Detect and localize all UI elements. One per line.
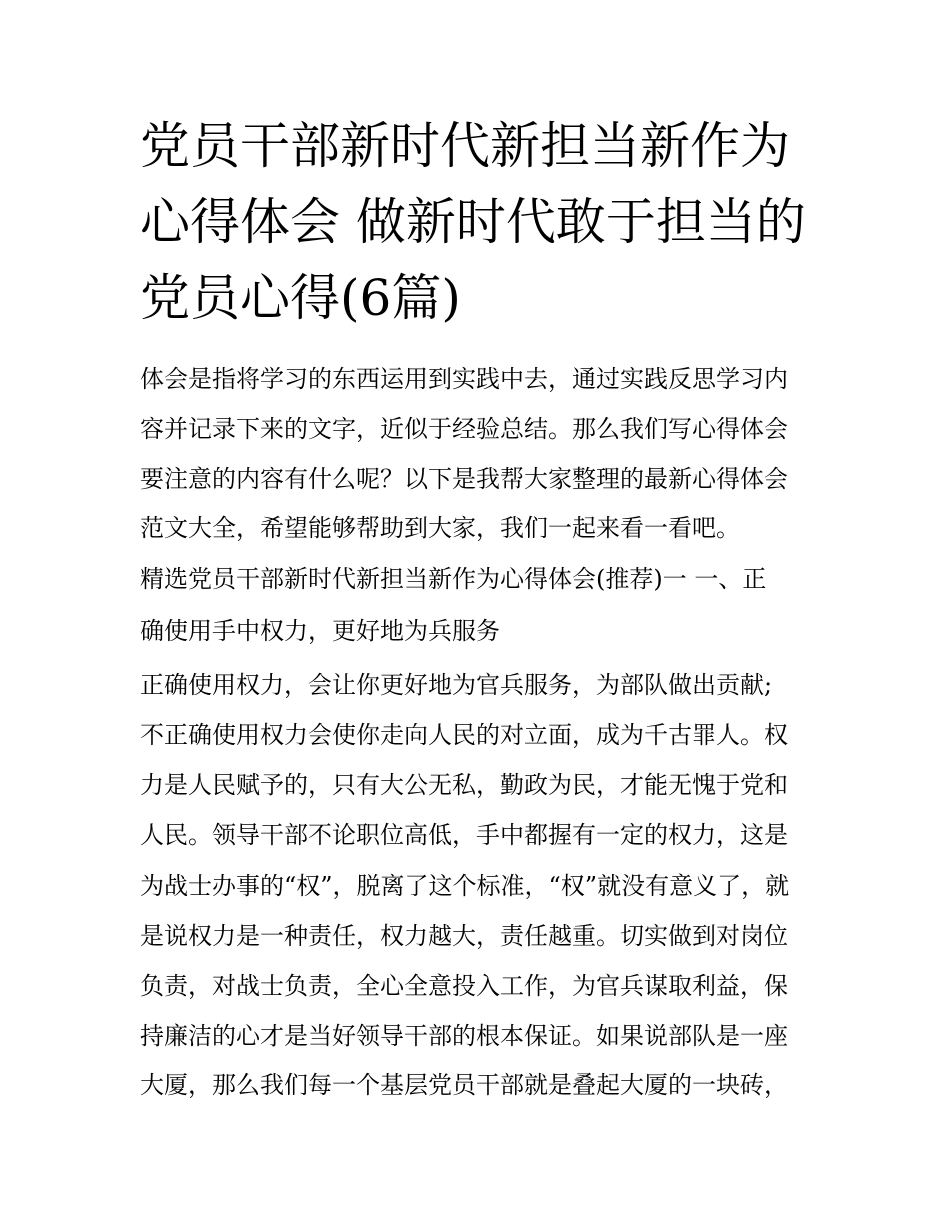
body-line: 要注意的内容有什么呢？以下是我帮大家整理的最新心得体会 — [140, 465, 788, 493]
body-line: 为战士办事的“权”，脱离了这个标准，“权”就没有意义了，就 — [140, 872, 790, 900]
body-line: 容并记录下来的文字，近似于经验总结。那么我们写心得体会 — [140, 415, 788, 443]
body-line: 是说权力是一种责任，权力越大，责任越重。切实做到对岗位 — [140, 922, 788, 950]
body-line: 负责，对战士负责，全心全意投入工作，为官兵谋取利益，保 — [140, 972, 788, 1000]
body-line: 大厦，那么我们每一个基层党员干部就是叠起大厦的一块砖， — [140, 1071, 788, 1099]
body-line: 范文大全，希望能够帮助到大家，我们一起来看一看吧。 — [140, 514, 740, 542]
body-line: 力是人民赋予的，只有大公无私，勤政为民，才能无愧于党和 — [140, 771, 788, 799]
section-heading-line: 精选党员干部新时代新担当新作为心得体会(推荐)一 一、正 — [140, 565, 767, 593]
body-line: 正确使用权力，会让你更好地为官兵服务，为部队做出贡献; — [140, 671, 773, 699]
body-line: 持廉洁的心才是当好领导干部的根本保证。如果说部队是一座 — [140, 1022, 788, 1050]
section-heading-line: 确使用手中权力，更好地为兵服务 — [140, 617, 500, 645]
body-line: 不正确使用权力会使你走向人民的对立面，成为千古罪人。权 — [140, 721, 788, 749]
document-title: 党员干部新时代新担当新作为心得体会 做新时代敢于担当的党员心得(6篇) — [140, 117, 806, 327]
body-line: 人民。领导干部不论职位高低，手中都握有一定的权力，这是 — [140, 821, 788, 849]
body-line: 体会是指将学习的东西运用到实践中去，通过实践反思学习内 — [140, 365, 788, 393]
